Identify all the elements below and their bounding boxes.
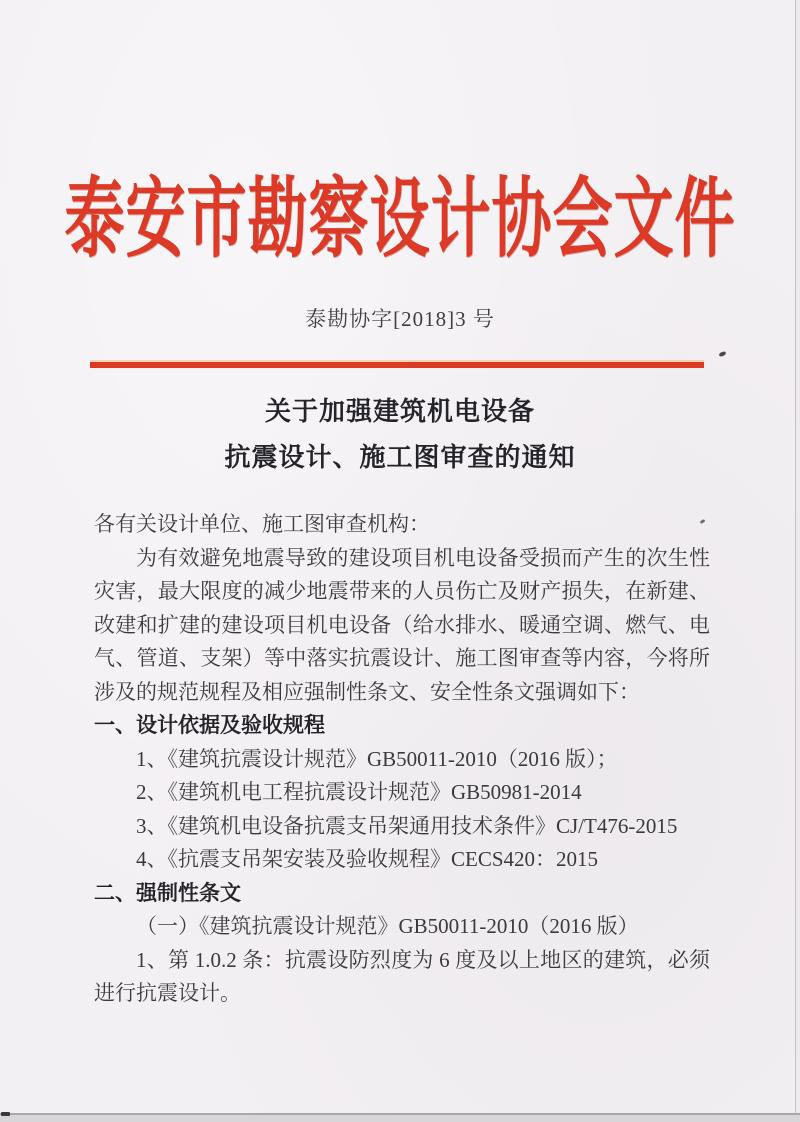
document-body (94, 508, 710, 1011)
clause-paragraph: 1、第 1.0.2 条：抗震设防烈度为 6 度及以上地区的建筑，必须进行抗震设计。 (94, 947, 710, 1005)
page-right-edge-strip (796, 0, 800, 1115)
scan-speck (718, 351, 726, 358)
list-item-standard-4: 4、《抗震支吊架安装及验收规程》CECS420：2015 (136, 847, 599, 871)
document-title-line2: 抗震设计、施工图审查的通知 (224, 442, 576, 472)
page-right-edge-line (795, 0, 796, 1115)
list-item-standard-3: 3、《建筑机电设备抗震支吊架通用技术条件》CJ/T476-2015 (136, 813, 678, 838)
list-item-standard-2: 2、《建筑机电工程抗震设计规范》GB50981-2014 (136, 780, 582, 804)
list-item-code-reference: （一）《建筑抗震设计规范》GB50011-2010（2016 版） (136, 914, 639, 938)
document-number: 泰勘协字[2018]3 号 (305, 307, 495, 331)
list-item-standard-1: 1、《建筑抗震设计规范》GB50011-2010（2016 版）； (136, 746, 618, 771)
scan-speck (1, 1112, 10, 1116)
document-title (0, 388, 800, 480)
red-divider-line (90, 362, 704, 368)
section-2-heading: 二、强制性条文 (94, 881, 241, 905)
salutation: 各有关设计单位、施工图审查机构： (94, 512, 430, 536)
section-1-heading: 一、设计依据及验收规程 (94, 714, 325, 737)
page-bottom-shadow (0, 1115, 800, 1122)
intro-paragraph: 为有效避免地震导致的建设项目机电设备受损而产生的次生性灾害，最大限度的减少地震带来的人员伤亡及财产损失，在新建、改建和扩建的建设项目机电设备（给水排水、暖通空调、燃气、电气、管道、支架）等中落实抗震设计、施工图审查等内容，今将所涉及的规范规程及相应强制性条文、安全性条文强调如下： (94, 545, 710, 704)
document-title-line1: 关于加强建筑机电设备 (264, 396, 535, 426)
letterhead-title: 泰安市勘察设计协会文件 (64, 171, 736, 268)
